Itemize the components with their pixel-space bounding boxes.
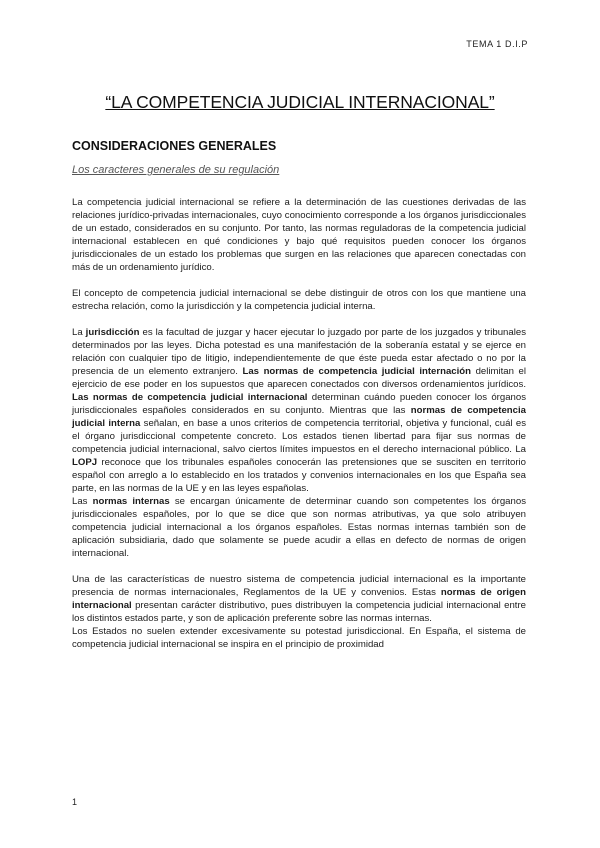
section-heading: CONSIDERACIONES GENERALES [72, 139, 277, 153]
paragraph-3-text: señalan, en base a unos criterios de competencia territorial, objetiva y funcional, cuál es el órgano jurisdiccional competente concreto. Los estados tienen libertad para fijar sus normas de competencia judicial internacional, salvo ciertos límites impuestos en el derecho internacional público. La [72, 418, 526, 455]
paragraph-5 [72, 573, 526, 625]
term-jurisdiccion: jurisdicción [85, 327, 140, 338]
paragraph-3 [72, 326, 526, 495]
paragraph-4 [72, 495, 526, 560]
term-normas-competencia-interna: normas de competencia judicial interna [72, 405, 526, 429]
paragraph-5-text: presentan carácter distributivo, pues distribuyen la competencia judicial internacional entre los distintos estados parte, y son de aplicación preferente sobre las normas internas. [72, 600, 526, 624]
page-number: 1 [72, 797, 78, 807]
paragraph-3-text: reconoce que los tribunales españoles conocerán las pretensiones que se susciten en territorio español con arreglo a lo establecido en los tratados y convenios internacionales en los que España sea parte, en las normas de la UE y en las leyes españolas. [72, 457, 526, 494]
paragraph-5-text: Una de las características de nuestro sistema de competencia judicial internacional es la importante presencia de normas internacionales, Reglamentos de la UE y convenios. Estas [72, 574, 526, 598]
paragraph-4-text: se encargan únicamente de determinar cuando son competentes los órganos jurisdiccionales españoles, por lo que se dice que son normas atributivas, ya que solo atribuyen competencia judicial internacional a los órganos españoles. Estas normas internas también son de aplicación subsidiaria, dado que solamente se puede acudir a ellas en defecto de normas de origen internacional. [72, 496, 526, 559]
body-text [72, 196, 526, 651]
document-title: “LA COMPETENCIA JUDICIAL INTERNACIONAL” [105, 92, 495, 112]
running-header: TEMA 1 D.I.P [466, 39, 528, 49]
paragraph-3-text: delimitan el ejercicio de ese poder en los supuestos que aparecen conectados con diversos ordenamientos jurídicos. [72, 366, 526, 390]
paragraph-3-text: determinan cuándo pueden conocer los órganos jurisdiccionales españoles considerados en su conjunto. Mientras que las [72, 392, 526, 416]
paragraph-4-text: Las [72, 496, 93, 507]
paragraph-1: La competencia judicial internacional se refiere a la determinación de las cuestiones derivadas de las relaciones jurídico-privadas internacionales, cuyo conocimiento corresponde a los órganos jurisdiccionales de un estado, considerados en su conjunto. Por tanto, las normas reguladoras de la competencia judicial internacional establecen en qué condiciones y bajo qué requisitos pueden conocer los órganos jurisdiccionales de un estado los problemas que surgen en las relaciones que aparecen conectadas con más de un ordenamiento jurídico. [72, 197, 526, 273]
term-lopj: LOPJ [72, 457, 98, 468]
paragraph-3-text: La [72, 327, 86, 338]
term-normas-competencia-internacional: Las normas de competencia judicial internacional [72, 392, 308, 403]
paragraph-3-text: es la facultad de juzgar y hacer ejecutar lo juzgado por parte de los juzgados y tribunales determinados por las leyes. Dicha potestad es una manifestación de la soberanía estatal y se ejerce en relación con cualquier tipo de litigio, independientemente de que éste pueda estar afectado o no por la presencia de un elemento extranjero. [72, 327, 526, 377]
paragraph-2: El concepto de competencia judicial internacional se debe distinguir de otros con los que mantiene una estrecha relación, como la jurisdicción y la competencia judicial interna. [72, 288, 526, 312]
term-normas-origen-internacional: normas de origen internacional [72, 587, 526, 611]
section-subheading: Los caracteres generales de su regulación [72, 164, 280, 176]
paragraph-6: Los Estados no suelen extender excesivamente su potestad jurisdiccional. En España, el sistema de competencia judicial internacional se inspira en el principio de proximidad [72, 626, 526, 650]
term-normas-competencia-internacion: Las normas de competencia judicial internación [242, 366, 472, 377]
term-normas-internas: normas internas [92, 496, 170, 507]
